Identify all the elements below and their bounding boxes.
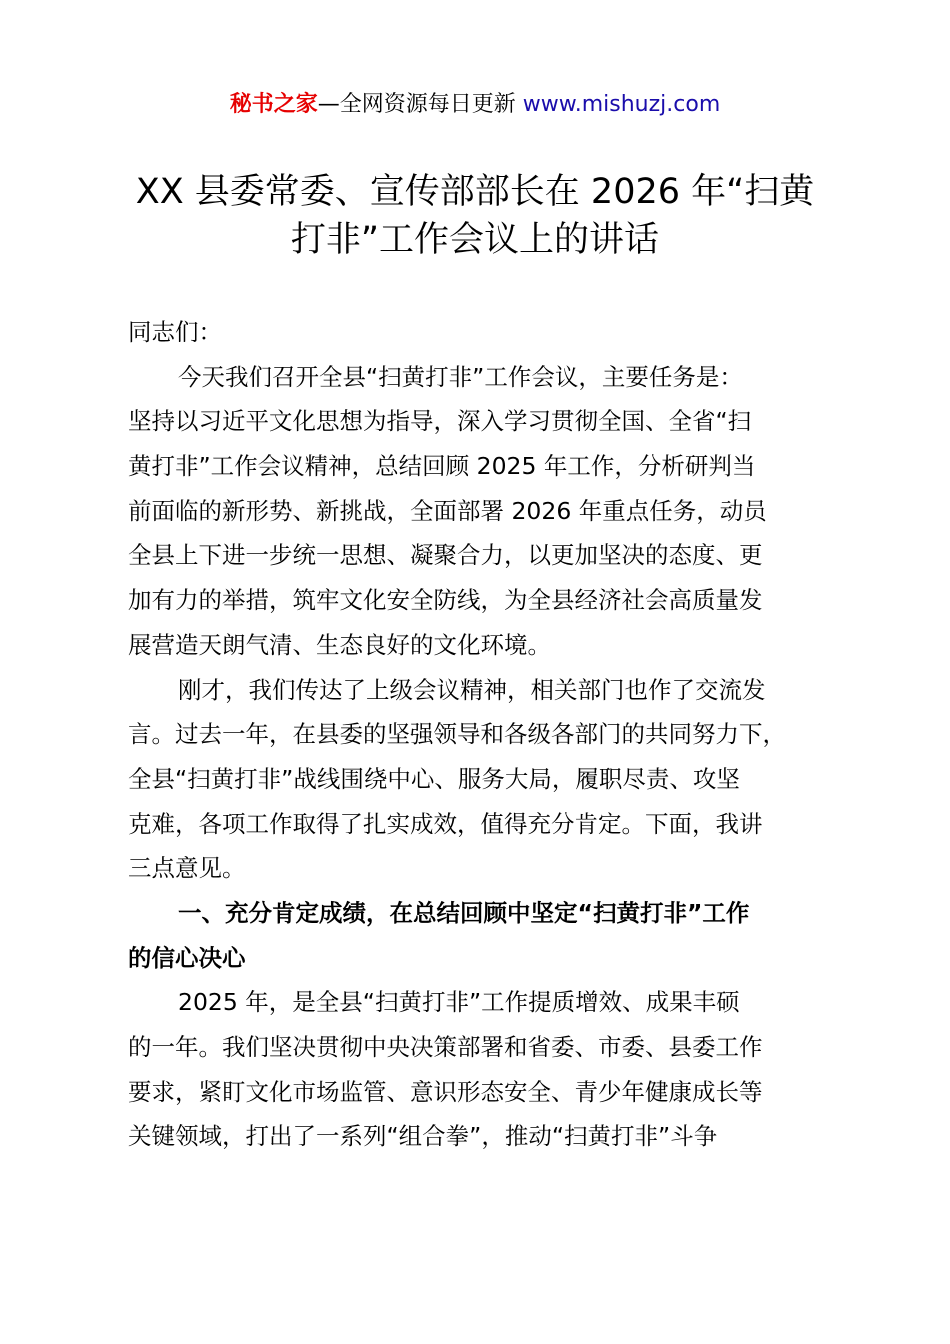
paragraph-line: 关键领域，打出了一系列“组合拳”，推动“扫黄打非”斗争 <box>128 1122 718 1151</box>
paragraph-line: 全县“扫黄打非”战线围绕中心、服务大局，履职尽责、攻坚 <box>128 764 740 793</box>
title-line: XX 县委常委、宣传部部长在 2026 年“扫黄 <box>135 172 815 212</box>
site-header <box>0 88 950 122</box>
paragraph-line: 展营造天朗气清、生态良好的文化环境。 <box>128 630 551 659</box>
paragraph-line: 克难，各项工作取得了扎实成效，值得充分肯定。下面，我讲 <box>128 809 763 838</box>
site-url-link[interactable]: www.mishuzj.com <box>522 92 721 117</box>
paragraph-line: 三点意见。 <box>128 854 246 883</box>
paragraph-line: 的一年。我们坚决贯彻中央决策部署和省委、市委、县委工作 <box>128 1033 763 1061</box>
paragraph-line: 黄打非”工作会议精神，总结回顾 2025 年工作，分析研判当 <box>128 452 756 481</box>
document-title <box>100 168 850 264</box>
paragraph-line: 加有力的举措，筑牢文化安全防线，为全县经济社会高质量发 <box>128 586 763 615</box>
paragraph-line: 2025 年，是全县“扫黄打非”工作提质增效、成果丰硕 <box>178 988 740 1017</box>
paragraph-line: 坚持以习近平文化思想为指导，深入学习贯彻全国、全省“扫 <box>128 407 752 436</box>
paragraph-line: 言。过去一年，在县委的坚强领导和各级各部门的共同努力下， <box>128 720 786 749</box>
paragraph-line: 全县上下进一步统一思想、凝聚合力，以更加坚决的态度、更 <box>128 541 763 570</box>
section-heading: 的信心决心 <box>128 943 246 972</box>
site-brand: 秘书之家 <box>229 92 318 117</box>
document-body <box>128 310 832 1159</box>
paragraph-line: 要求，紧盯文化市场监管、意识形态安全、青少年健康成长等 <box>128 1077 763 1106</box>
paragraph-line: 前面临的新形势、新挑战，全面部署 2026 年重点任务，动员 <box>128 496 767 525</box>
paragraph-line: 刚才，我们传达了上级会议精神，相关部门也作了交流发 <box>178 675 766 704</box>
site-tagline: —全网资源每日更新 <box>317 92 516 117</box>
salutation: 同志们： <box>128 318 222 346</box>
title-line: 打非”工作会议上的讲话 <box>290 220 660 260</box>
section-heading: 一、充分肯定成绩，在总结回顾中坚定“扫黄打非”工作 <box>178 898 750 927</box>
paragraph-line: 今天我们召开全县“扫黄打非”工作会议，主要任务是： <box>178 362 743 391</box>
